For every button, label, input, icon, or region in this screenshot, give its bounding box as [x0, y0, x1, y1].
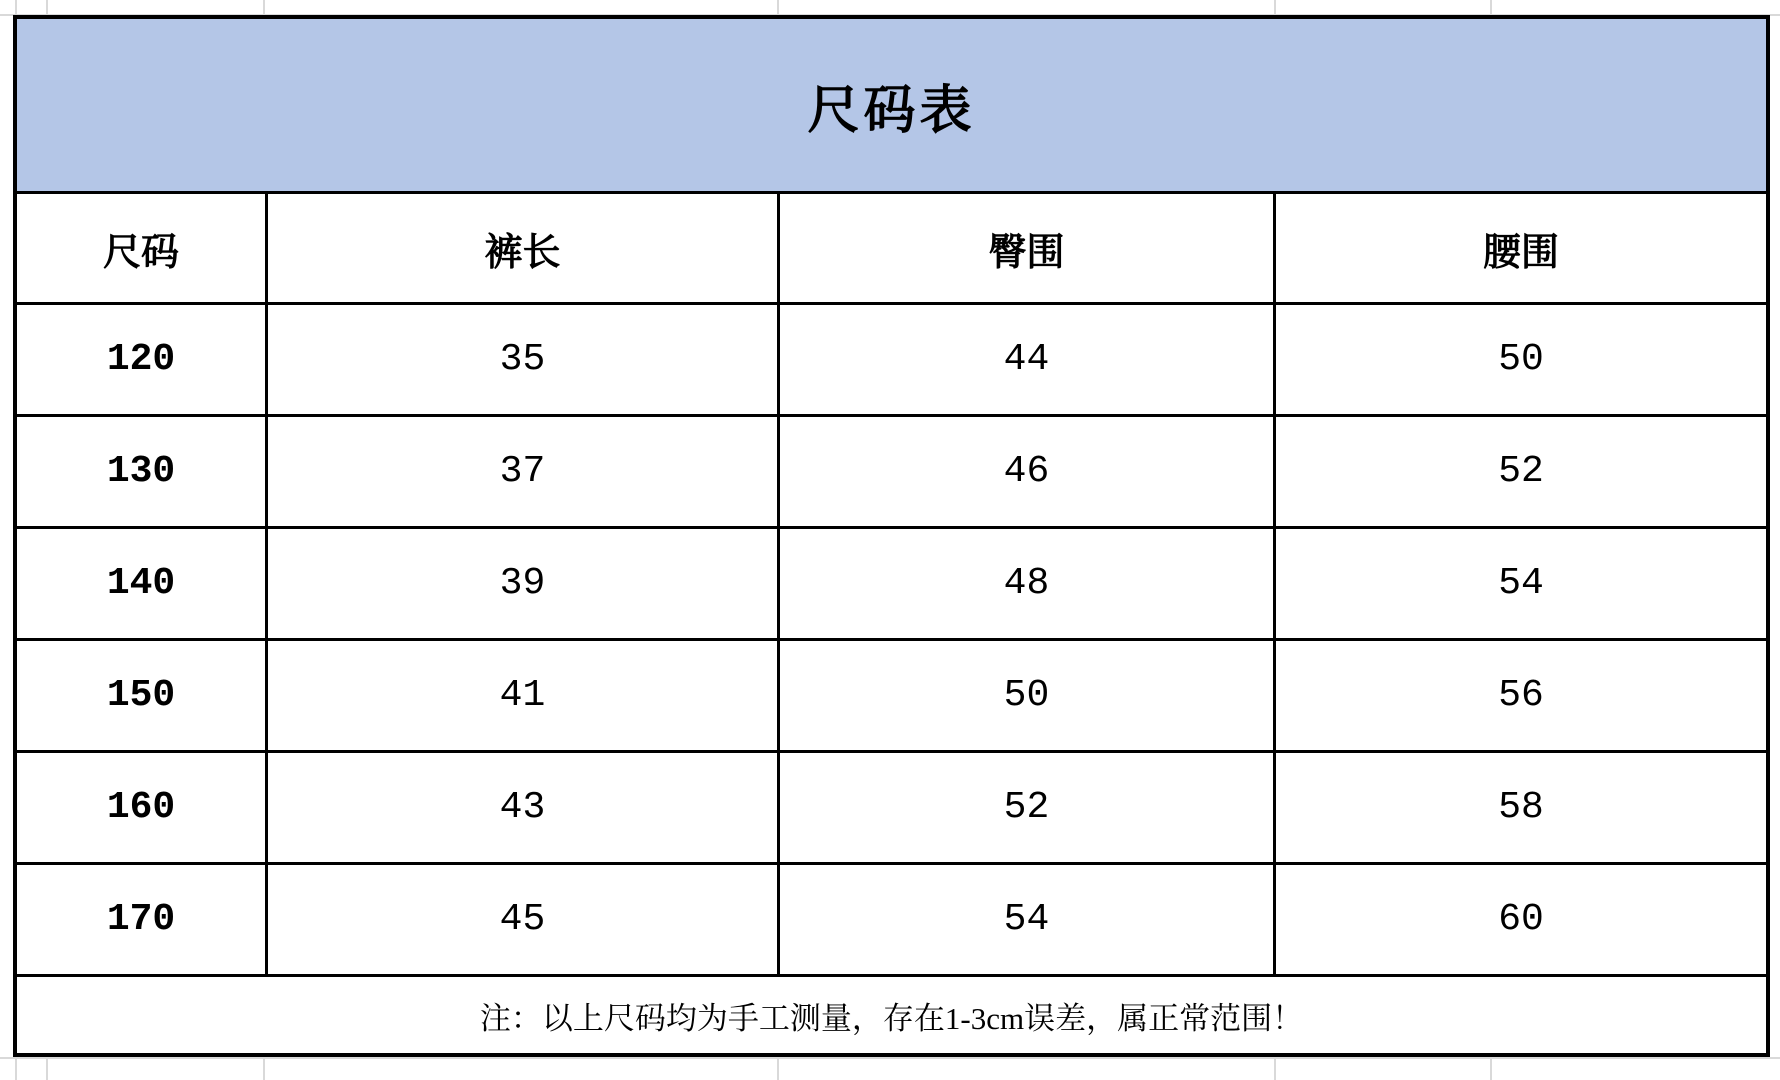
pants-length-cell: 43 — [267, 752, 779, 864]
table-row — [15, 864, 1768, 976]
pants-length-cell: 39 — [267, 528, 779, 640]
waist-cell: 50 — [1275, 304, 1768, 416]
measurement-note: 注：以上尺码均为手工测量，存在1-3cm误差，属正常范围！ — [15, 976, 1768, 1056]
waist-cell: 60 — [1275, 864, 1768, 976]
hip-cell: 50 — [778, 640, 1274, 752]
size-cell: 130 — [15, 416, 267, 528]
pants-length-cell: 35 — [267, 304, 779, 416]
size-cell: 160 — [15, 752, 267, 864]
waist-cell: 52 — [1275, 416, 1768, 528]
table-row — [15, 640, 1768, 752]
size-cell: 140 — [15, 528, 267, 640]
hip-cell: 46 — [778, 416, 1274, 528]
table-row — [15, 752, 1768, 864]
hip-cell: 44 — [778, 304, 1274, 416]
title-row — [15, 17, 1768, 193]
size-cell: 150 — [15, 640, 267, 752]
size-cell: 170 — [15, 864, 267, 976]
pants-length-cell: 37 — [267, 416, 779, 528]
size-cell: 120 — [15, 304, 267, 416]
column-header-size: 尺码 — [15, 193, 267, 304]
size-chart-table — [13, 15, 1770, 1057]
column-header-waist: 腰围 — [1275, 193, 1768, 304]
pants-length-cell: 45 — [267, 864, 779, 976]
waist-cell: 58 — [1275, 752, 1768, 864]
hip-cell: 54 — [778, 864, 1274, 976]
table-row — [15, 304, 1768, 416]
waist-cell: 56 — [1275, 640, 1768, 752]
hip-cell: 52 — [778, 752, 1274, 864]
note-row — [15, 976, 1768, 1056]
waist-cell: 54 — [1275, 528, 1768, 640]
hip-cell: 48 — [778, 528, 1274, 640]
header-row — [15, 193, 1768, 304]
page-title: 尺码表 — [15, 17, 1768, 193]
column-header-hip: 臀围 — [778, 193, 1274, 304]
margin-gridline-horizontal — [0, 1057, 1780, 1059]
column-header-pants-length: 裤长 — [267, 193, 779, 304]
table-row — [15, 416, 1768, 528]
pants-length-cell: 41 — [267, 640, 779, 752]
table-row — [15, 528, 1768, 640]
